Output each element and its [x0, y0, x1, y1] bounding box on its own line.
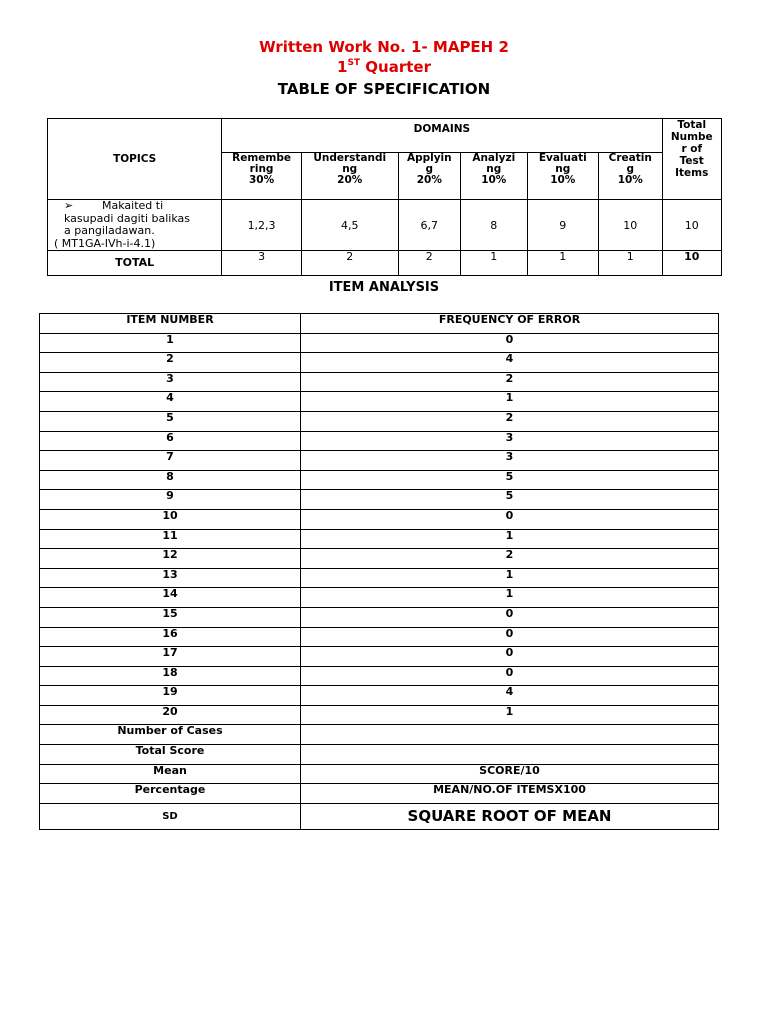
item-number-cell: 18: [40, 666, 301, 686]
total-items-header-line: Test: [679, 155, 704, 167]
quarter-title: [0, 58, 768, 76]
total-all: 10: [662, 251, 722, 276]
total-items-header-line: Numbe: [670, 131, 713, 143]
item-number-cell: 20: [40, 705, 301, 725]
item-number-header: ITEM NUMBER: [40, 314, 301, 334]
total-creating: 1: [599, 251, 662, 276]
table-row: [40, 529, 719, 549]
domain-label: Remembe: [232, 152, 291, 164]
domain-percent: 30%: [249, 174, 275, 186]
topic-code: ( MT1GA-IVh-i-4.1): [54, 236, 156, 250]
frequency-cell: 0: [301, 333, 719, 353]
domain-percent: 10%: [617, 174, 643, 186]
sd-label: SD: [40, 803, 301, 829]
domain-evaluating: [527, 153, 599, 200]
total-label: TOTAL: [48, 251, 222, 276]
item-number-cell: 1: [40, 333, 301, 353]
table-row: [40, 451, 719, 471]
domain-applying: [398, 153, 460, 200]
frequency-cell: 2: [301, 372, 719, 392]
domain-understanding: [301, 153, 398, 200]
table-row: [40, 607, 719, 627]
item-number-cell: 4: [40, 392, 301, 412]
summary-label: Percentage: [40, 784, 301, 804]
table-row: [40, 333, 719, 353]
domain-creating: [599, 153, 662, 200]
domain-analyzing: [461, 153, 527, 200]
table-row: [40, 392, 719, 412]
topic-value-analyzing: 8: [461, 200, 527, 251]
total-items-header-line: Total: [677, 119, 707, 131]
table-row: [40, 353, 719, 373]
item-number-cell: 17: [40, 647, 301, 667]
table-row: [40, 666, 719, 686]
table-row: [40, 705, 719, 725]
frequency-cell: 1: [301, 392, 719, 412]
topic-text: kasupadi dagiti balikas: [64, 211, 190, 225]
frequency-cell: 5: [301, 470, 719, 490]
total-understanding: 2: [301, 251, 398, 276]
topics-header: TOPICS: [48, 119, 222, 200]
domain-percent: 20%: [337, 174, 363, 186]
frequency-cell: 0: [301, 627, 719, 647]
domain-label: Creatin: [608, 152, 652, 164]
domain-label: g: [425, 163, 434, 175]
frequency-cell: 0: [301, 509, 719, 529]
table-row: [40, 568, 719, 588]
summary-value: SCORE/10: [301, 764, 719, 784]
frequency-cell: 0: [301, 647, 719, 667]
frequency-cell: 0: [301, 607, 719, 627]
topic-line: [48, 200, 221, 213]
item-number-cell: 16: [40, 627, 301, 647]
domain-label: Understandi: [313, 152, 387, 164]
item-number-cell: 3: [40, 372, 301, 392]
summary-value: [301, 745, 719, 765]
frequency-cell: 1: [301, 705, 719, 725]
item-number-cell: 12: [40, 549, 301, 569]
item-number-cell: 6: [40, 431, 301, 451]
total-items-header: [662, 119, 722, 200]
summary-label: Total Score: [40, 745, 301, 765]
item-number-cell: 11: [40, 529, 301, 549]
domain-percent: 10%: [550, 174, 576, 186]
frequency-cell: 5: [301, 490, 719, 510]
summary-row: [40, 764, 719, 784]
total-applying: 2: [398, 251, 460, 276]
topic-value-understanding: 4,5: [301, 200, 398, 251]
table-row: [40, 647, 719, 667]
frequency-cell: 1: [301, 568, 719, 588]
frequency-cell: 1: [301, 529, 719, 549]
table-row: [40, 627, 719, 647]
table-row: [40, 686, 719, 706]
topic-value-evaluating: 9: [527, 200, 599, 251]
frequency-cell: 4: [301, 686, 719, 706]
quarter-word: Quarter: [360, 58, 431, 76]
total-evaluating: 1: [527, 251, 599, 276]
domain-label: Applyin: [406, 152, 452, 164]
frequency-cell: 4: [301, 353, 719, 373]
total-remembering: 3: [222, 251, 302, 276]
summary-row: [40, 784, 719, 804]
item-number-cell: 2: [40, 353, 301, 373]
domain-label: g: [626, 163, 635, 175]
table-of-specification-title: TABLE OF SPECIFICATION: [277, 80, 491, 98]
frequency-cell: 2: [301, 411, 719, 431]
topic-value-remembering: 1,2,3: [222, 200, 302, 251]
frequency-cell: 0: [301, 666, 719, 686]
item-number-cell: 19: [40, 686, 301, 706]
item-number-cell: 7: [40, 451, 301, 471]
summary-row: [40, 745, 719, 765]
summary-label: Number of Cases: [40, 725, 301, 745]
domain-label: ring: [249, 163, 274, 175]
item-number-cell: 5: [40, 411, 301, 431]
domain-label: ng: [555, 163, 571, 175]
frequency-cell: 3: [301, 451, 719, 471]
item-number-cell: 13: [40, 568, 301, 588]
total-analyzing: 1: [461, 251, 527, 276]
table-row: [40, 411, 719, 431]
domain-label: Analyzi: [472, 152, 516, 164]
topic-value-applying: 6,7: [398, 200, 460, 251]
frequency-of-error-header: FREQUENCY OF ERROR: [301, 314, 719, 334]
domain-label: Evaluati: [538, 152, 587, 164]
summary-value: [301, 725, 719, 745]
domain-remembering: [222, 153, 302, 200]
item-number-cell: 10: [40, 509, 301, 529]
table-row: [40, 549, 719, 569]
table-row: [40, 470, 719, 490]
sd-value: SQUARE ROOT OF MEAN: [301, 803, 719, 829]
domain-label: ng: [486, 163, 502, 175]
quarter-superscript: ST: [347, 58, 361, 68]
frequency-cell: 2: [301, 549, 719, 569]
domain-percent: 10%: [481, 174, 507, 186]
item-number-cell: 9: [40, 490, 301, 510]
total-items-header-line: r of: [681, 143, 703, 155]
domains-header: DOMAINS: [222, 119, 662, 153]
domain-percent: 20%: [416, 174, 442, 186]
frequency-cell: 3: [301, 431, 719, 451]
document-title: Written Work No. 1- MAPEH 2: [259, 38, 509, 56]
topic-value-creating: 10: [599, 200, 662, 251]
table-of-specification: [47, 118, 722, 276]
topic-text: a pangiladawan.: [64, 224, 155, 237]
table-row: [40, 509, 719, 529]
topic-value-total: 10: [662, 200, 722, 251]
summary-label: Mean: [40, 764, 301, 784]
table-row: [40, 431, 719, 451]
total-items-header-line: Items: [675, 167, 709, 179]
item-number-cell: 14: [40, 588, 301, 608]
summary-row: [40, 725, 719, 745]
item-analysis-table: [39, 313, 719, 830]
table-row: [40, 490, 719, 510]
item-number-cell: 15: [40, 607, 301, 627]
summary-value: MEAN/NO.OF ITEMSX100: [301, 784, 719, 804]
item-analysis-title: ITEM ANALYSIS: [328, 280, 440, 295]
frequency-cell: 1: [301, 588, 719, 608]
table-row: [40, 588, 719, 608]
arrow-bullet-icon: ➢: [64, 199, 74, 212]
quarter-number: 1: [337, 58, 348, 76]
sd-row: [40, 803, 719, 829]
table-row: [40, 372, 719, 392]
topic-cell: [48, 200, 222, 251]
topic-text: Makaited ti: [102, 199, 164, 212]
domain-label: ng: [342, 163, 358, 175]
item-number-cell: 8: [40, 470, 301, 490]
